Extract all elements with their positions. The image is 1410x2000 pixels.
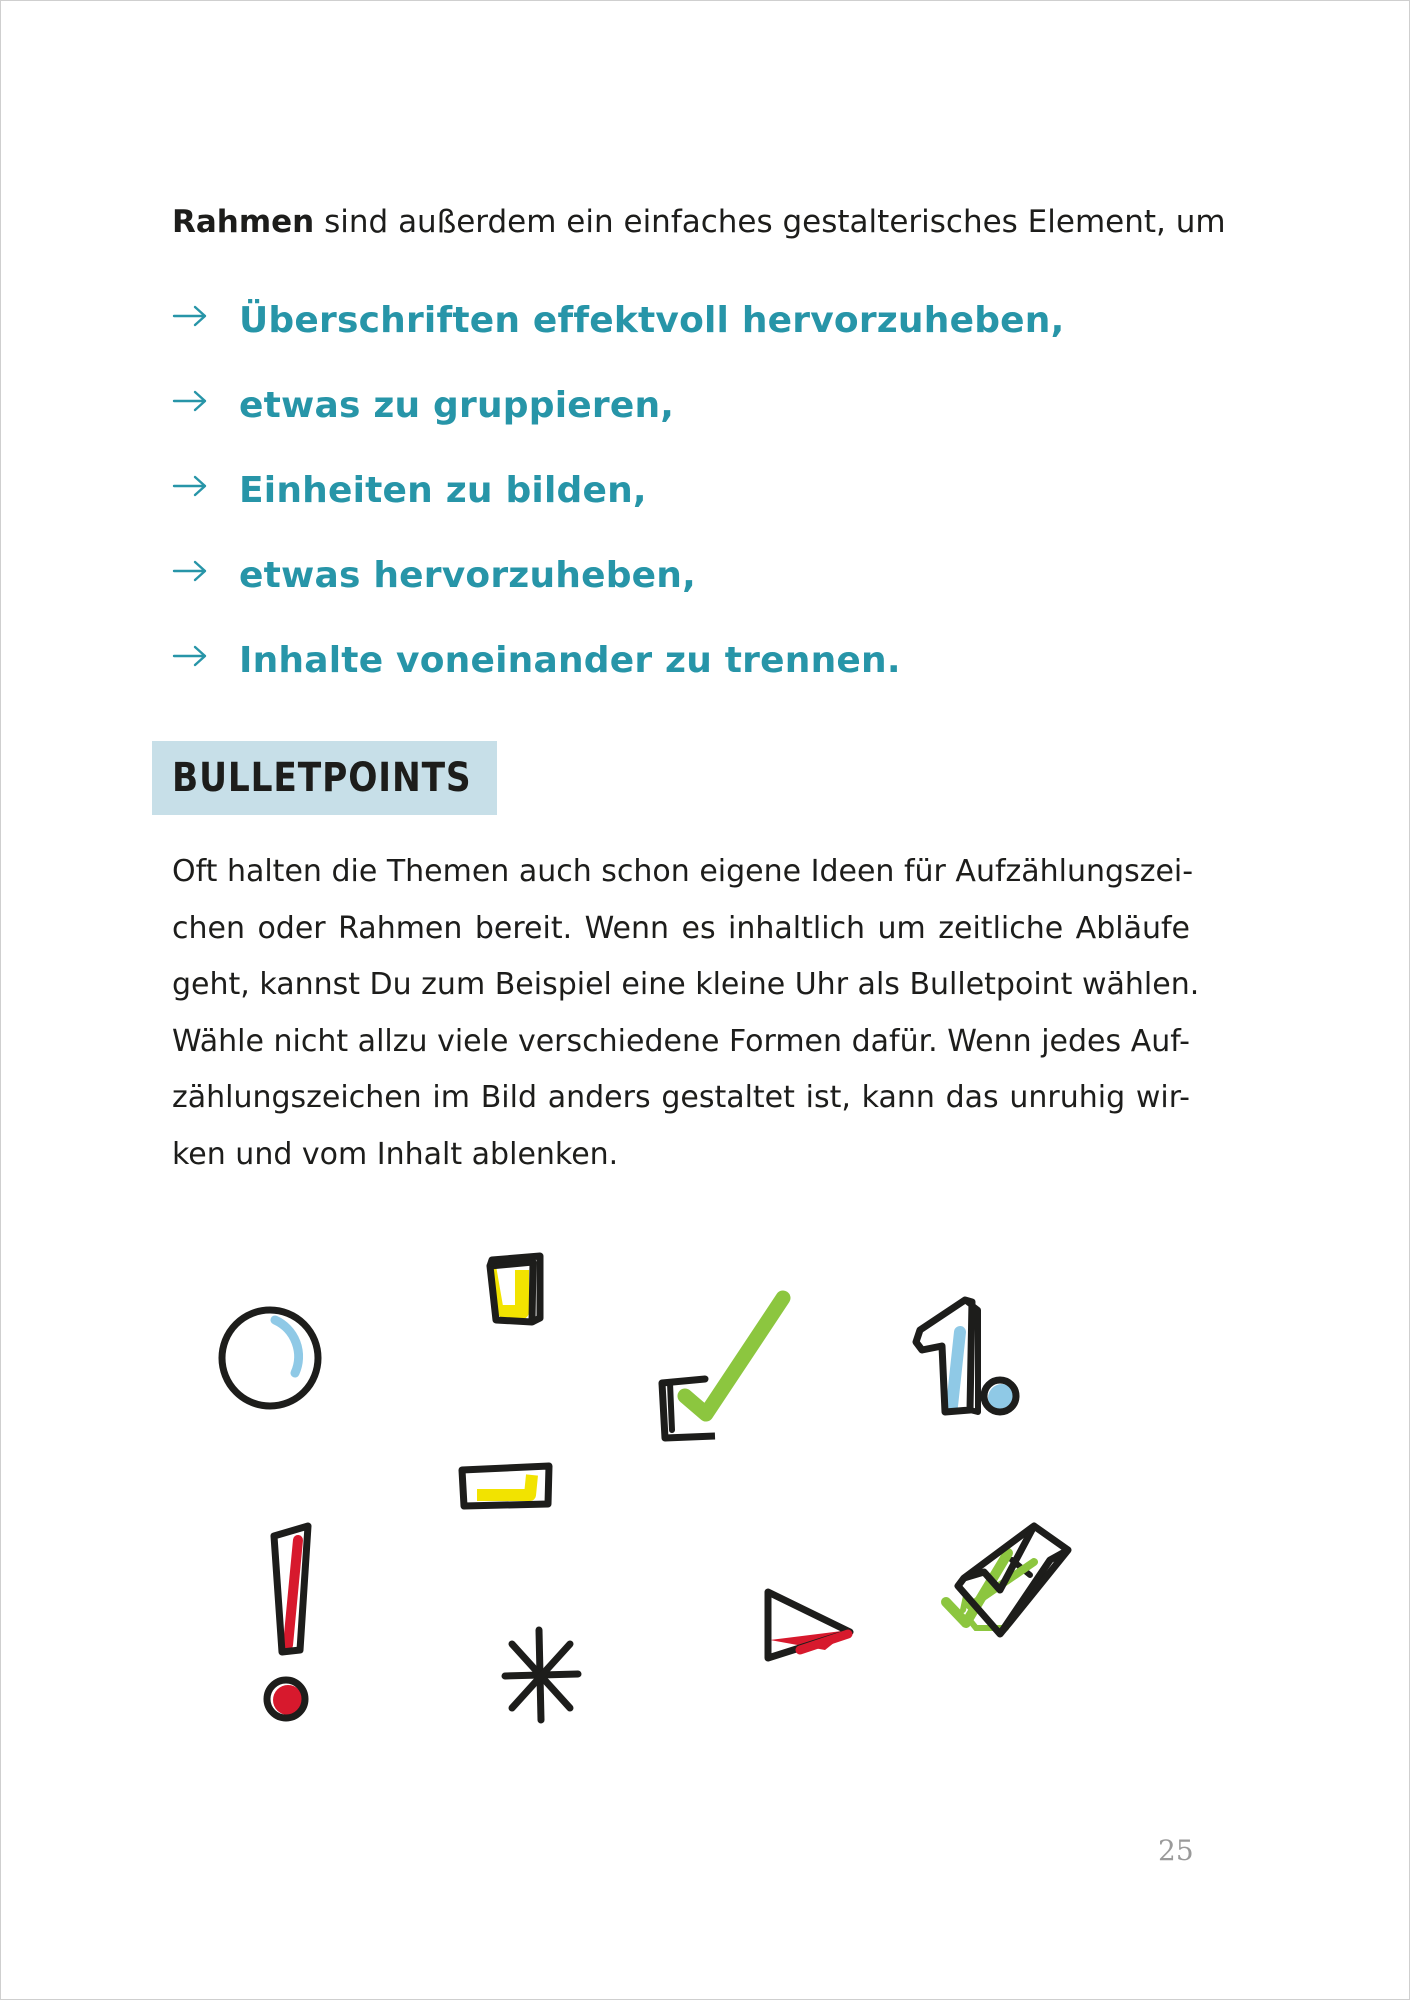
- number-one-bullet-icon: [916, 1300, 1016, 1412]
- checkmark-bullet-icon: [946, 1526, 1068, 1634]
- intro-sentence: [172, 200, 1226, 244]
- paragraph-line: Wähle nicht allzu viele verschiedene Formen dafür. Wenn jedes Auf-: [172, 1023, 1190, 1059]
- asterisk-bullet-icon: [505, 1630, 578, 1720]
- intro-rest: sind außerdem ein einfaches gestalterisches Element, um: [314, 204, 1226, 240]
- circle-bullet-icon: [222, 1310, 318, 1406]
- exclamation-bullet-icon: [267, 1526, 308, 1718]
- section-heading: BULLETPOINTS: [172, 755, 472, 801]
- arrow-right-icon: [172, 644, 208, 668]
- arrow-right-icon: [172, 389, 208, 413]
- arrow-list-item: [172, 363, 1065, 448]
- arrow-right-icon: [172, 474, 208, 498]
- dash-bullet-icon: [462, 1466, 549, 1506]
- arrow-list-item: [172, 533, 1065, 618]
- arrow-list-item: [172, 448, 1065, 533]
- arrow-item-text: Einheiten zu bilden,: [239, 470, 647, 511]
- arrow-item-text: etwas hervorzuheben,: [239, 555, 697, 596]
- paragraph-line: Oft halten die Themen auch schon eigene Ideen für Aufzählungszei-: [172, 854, 1194, 889]
- paragraph-line: ken und vom Inhalt ablenken.: [172, 1136, 619, 1172]
- arrow-right-icon: [172, 304, 208, 328]
- arrow-item-text: Inhalte voneinander zu trennen.: [239, 640, 901, 681]
- paragraph-line: chen oder Rahmen bereit. Wenn es inhaltlich um zeitliche Abläufe: [172, 910, 1190, 946]
- arrow-list: [172, 278, 1065, 703]
- arrow-right-icon: [172, 559, 208, 583]
- arrow-item-text: etwas zu gruppieren,: [239, 385, 675, 426]
- page-number: 25: [1158, 1834, 1194, 1867]
- arrow-item-text: Überschriften effektvoll hervorzuheben,: [239, 300, 1065, 341]
- paragraph-line: zählungszeichen im Bild anders gestaltet ist, kann das unruhig wir-: [172, 1080, 1190, 1115]
- bulletpoint-illustration: [200, 1230, 1160, 1750]
- triangle-bullet-icon: [768, 1592, 850, 1658]
- checkbox-checked-icon: [662, 1298, 783, 1438]
- intro-bold-word: Rahmen: [172, 204, 315, 240]
- arrow-list-item: [172, 618, 1065, 703]
- arrow-list-item: [172, 278, 1065, 363]
- square-bullet-icon: [490, 1256, 540, 1322]
- paragraph-line: geht, kannst Du zum Beispiel eine kleine Uhr als Bulletpoint wählen.: [172, 967, 1200, 1002]
- body-paragraph: [172, 844, 1200, 1183]
